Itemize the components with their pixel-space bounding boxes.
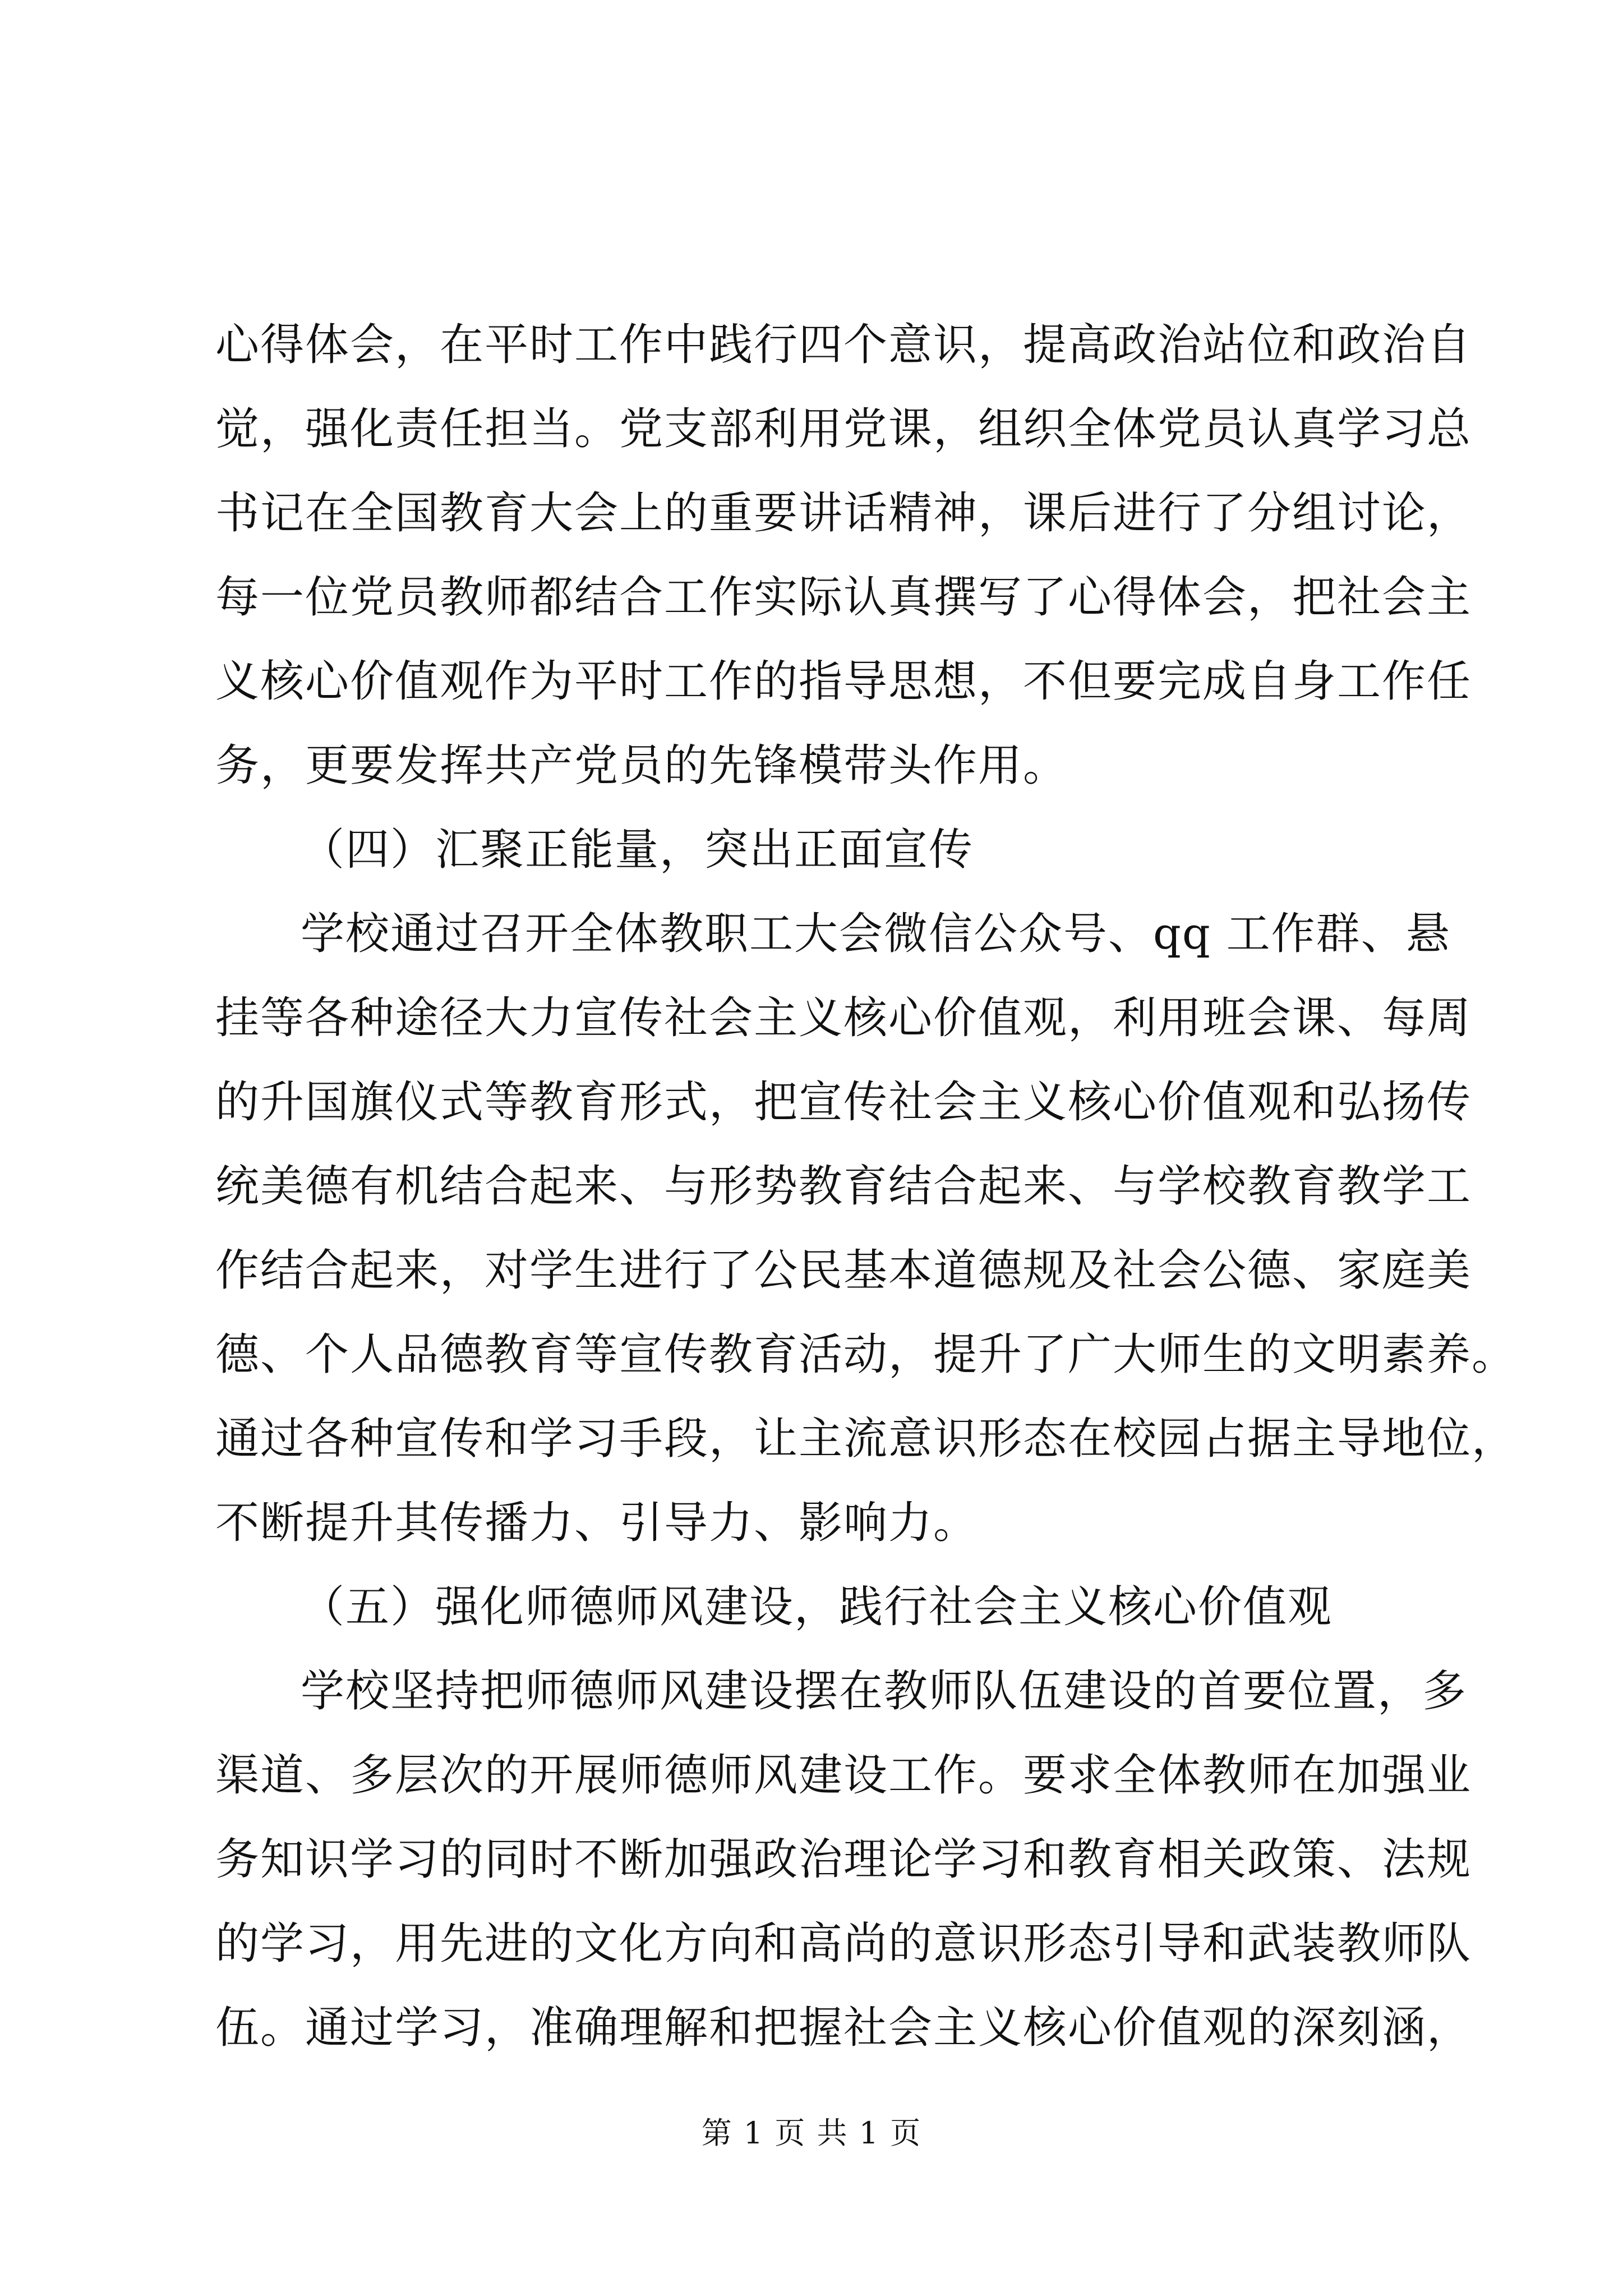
- text-line: 渠道、多层次的开展师德师风建设工作。要求全体教师在加强业: [215, 1750, 1472, 1801]
- text-line: 务知识学习的同时不断加强政治理论学习和教育相关政策、法规: [215, 1834, 1472, 1885]
- text-line: 觉，强化责任担当。党支部利用党课，组织全体党员认真学习总: [215, 404, 1472, 454]
- text-line: 的学习，用先进的文化方向和高尚的意识形态引导和武装教师队: [215, 1918, 1472, 1969]
- text-line: 通过各种宣传和学习手段，让主流意识形态在校园占据主导地位，: [215, 1414, 1517, 1464]
- document-body: [215, 303, 1517, 2070]
- section-heading-4: （四）汇聚正能量，突出正面宣传: [301, 825, 974, 875]
- text-line: 德、个人品德教育等宣传教育活动，提升了广大师生的文明素养。: [215, 1329, 1517, 1380]
- text-line: 每一位党员教师都结合工作实际认真撰写了心得体会，把社会主: [215, 572, 1472, 623]
- text-line: 务，更要发挥共产党员的先锋模带头作用。: [215, 740, 1068, 791]
- text-line: 挂等各种途径大力宣传社会主义核心价值观，利用班会课、每周: [215, 993, 1472, 1043]
- page-footer: 第 1 页 共 1 页: [701, 2115, 922, 2151]
- text-line: 统美德有机结合起来、与形势教育结合起来、与学校教育教学工: [215, 1161, 1472, 1212]
- text-line: 义核心价值观作为平时工作的指导思想，不但要完成自身工作任: [215, 656, 1472, 707]
- text-line: 的升国旗仪式等教育形式，把宣传社会主义核心价值观和弘扬传: [215, 1077, 1472, 1128]
- section-heading-5: （五）强化师德师风建设，践行社会主义核心价值观: [301, 1582, 1333, 1632]
- text-line: 书记在全国教育大会上的重要讲话精神，课后进行了分组讨论，: [215, 488, 1472, 539]
- text-line: 伍。通过学习，准确理解和把握社会主义核心价值观的深刻涵，: [215, 2003, 1472, 2053]
- text-line: 作结合起来，对学生进行了公民基本道德规及社会公德、家庭美: [215, 1245, 1472, 1296]
- text-line: 心得体会，在平时工作中践行四个意识，提高政治站位和政治自: [215, 320, 1472, 370]
- text-line: 学校坚持把师德师风建设摆在教师队伍建设的首要位置，多: [301, 1666, 1468, 1717]
- text-line: 不断提升其传播力、引导力、影响力。: [215, 1498, 979, 1548]
- text-line: 学校通过召开全体教职工大会微信公众号、qq 工作群、悬: [301, 909, 1451, 959]
